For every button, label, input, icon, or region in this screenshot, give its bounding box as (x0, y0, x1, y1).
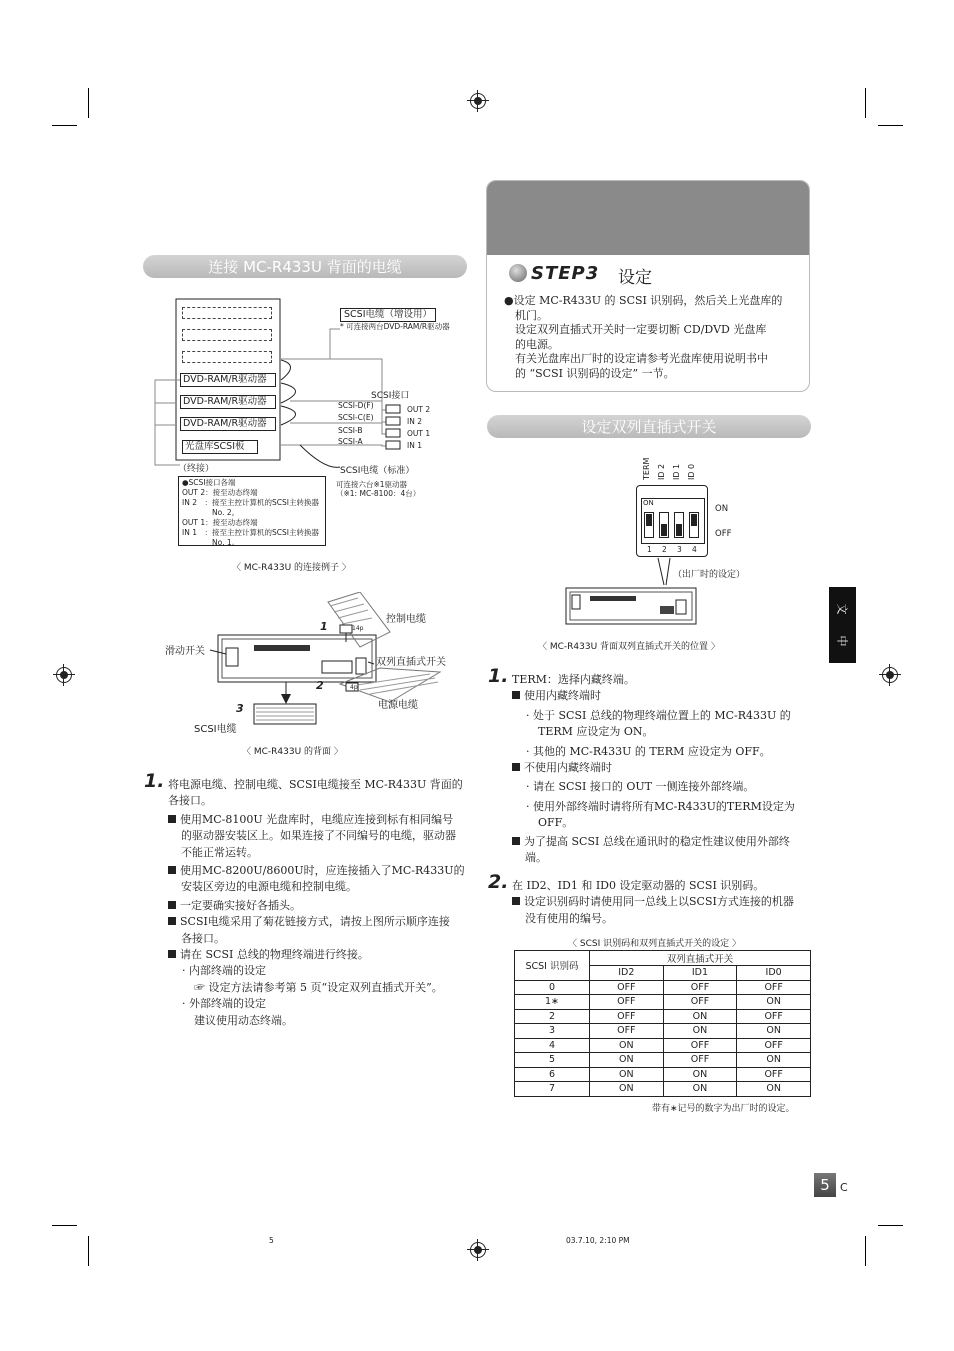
table-row (515, 1024, 811, 1039)
step3-line: 有关光盘库出厂时的设定请参考光盘库使用说明书中 (515, 352, 768, 365)
figure-caption: 〈 MC-R433U 的背面 〉 (242, 747, 343, 757)
dip-switch-label: 双列直插式开关 (376, 657, 446, 668)
connection-diagram (150, 295, 480, 573)
table-cell: 2 (515, 1009, 590, 1024)
step-number: 1. (488, 665, 509, 687)
std-cable-label: SCSI电缆（标准） (340, 466, 415, 476)
interface-legend-box (178, 476, 326, 546)
table-cell: ON (590, 1082, 664, 1097)
step3-line: 机门。 (515, 308, 548, 322)
crop-mark (88, 88, 89, 118)
step-text: 各接口。 (168, 794, 212, 808)
square-bullet-icon (168, 901, 176, 909)
dip-off-label: OFF (715, 529, 732, 539)
table-cell: OFF (590, 1024, 664, 1039)
sub-item: · 外部终端的设定 (182, 997, 266, 1011)
step-title: 设定 (618, 268, 652, 288)
step3-line: ●设定 MC-R433U 的 SCSI 识别码，然后关上光盘库的 (504, 294, 783, 307)
step3-panel (486, 180, 810, 392)
step-text: 将电源电缆、控制电缆、SCSI电缆接至 MC-R433U 背面的 (168, 778, 463, 791)
ext-cable-note: * 可连接两台DVD-RAM/R驱动器 (340, 322, 450, 331)
page-letter: C (840, 1181, 848, 1194)
table-cell: 6 (515, 1067, 590, 1082)
figure-caption: 〈 MC-R433U 背面双列直插式开关的位置 〉 (538, 642, 720, 652)
bullet-cont: 端。 (525, 851, 547, 865)
drive-label: DVD-RAM/R驱动器 (180, 373, 276, 387)
figure-caption: 〈 MC-R433U 的连接例子 〉 (232, 563, 351, 573)
step3-line: 的 “SCSI 识别码的设定” 一节。 (515, 366, 675, 380)
side-tab-char: 中 (835, 635, 849, 647)
scsi-a-label: SCSI-A (338, 437, 363, 446)
drive-slot-empty (182, 329, 272, 341)
table-cell: 5 (515, 1053, 590, 1068)
left-step1 (144, 770, 474, 1029)
table-cell: OFF (590, 1009, 664, 1024)
callout-number: 2 (316, 679, 324, 692)
legend-line: No. 2。 (182, 508, 240, 517)
dip-switch-1[interactable] (644, 512, 654, 538)
factory-setting-label: （出厂时的设定） (673, 570, 746, 580)
bullet-cont: 没有使用的编号。 (525, 911, 613, 925)
square-bullet-icon (168, 950, 176, 958)
bullet: 请在 SCSI 总线的物理终端进行终接。 (168, 947, 474, 963)
table-cell: ON (590, 1067, 664, 1082)
table-cell: OFF (663, 1053, 737, 1068)
std-cable-note: 可连接六台※1驱动器 (336, 480, 408, 489)
language-side-tab (829, 587, 856, 663)
bullet-cont: 不能正常运转。 (181, 845, 258, 859)
table-cell: 4 (515, 1038, 590, 1053)
table-header: ID0 (737, 966, 811, 981)
out1-label: OUT 1 (407, 429, 431, 438)
step-number: 2. (488, 871, 509, 893)
dip-switch-diagram (538, 450, 780, 660)
sub-item: ☞ 设定方法请参考第 5 页“设定双列直插式开关”。 (194, 980, 443, 994)
table-cell: ON (663, 1009, 737, 1024)
rear-panel-diagram (160, 592, 460, 767)
dip-switch-3[interactable] (674, 512, 684, 538)
legend-line: IN 1 ：接至主控计算机的SCSI主转换器 (182, 528, 319, 537)
right-step1 (488, 665, 818, 866)
dip-on-label: ON (715, 504, 729, 514)
step-number: 1. (144, 770, 165, 792)
page-number-badge: 5 (814, 1173, 836, 1197)
table-cell: OFF (590, 995, 664, 1010)
table-cell: OFF (663, 980, 737, 995)
registration-mark-icon (470, 1242, 486, 1258)
drive-slot-empty (182, 307, 272, 319)
control-cable-label: 控制电缆 (386, 614, 426, 625)
drive-label: DVD-RAM/R驱动器 (180, 395, 276, 409)
table-row (515, 995, 811, 1010)
legend-line: IN 2 ：接至主控计算机的SCSI主转换器 (182, 498, 319, 507)
section-title-dip: 设定双列直插式开关 (487, 415, 811, 438)
dip-location-drawing (560, 550, 780, 640)
step-ball-icon (509, 264, 527, 282)
dip-on-small: ON (643, 499, 654, 507)
step3-text (504, 294, 804, 381)
pin-label: 14p (352, 625, 364, 632)
right-step2 (488, 871, 818, 927)
dip-label-id2: ID 2 (657, 463, 666, 480)
table-cell: 7 (515, 1082, 590, 1097)
table-cell: ON (737, 1053, 811, 1068)
sub-item: · 其他的 MC-R433U 的 TERM 应设定为 OFF。 (526, 744, 771, 758)
step-head: TERM：选择内藏终端。 (512, 673, 635, 686)
bullet-cont: 安装区旁边的电源电缆和控制电缆。 (181, 880, 357, 894)
scsi-id-table (514, 950, 811, 1097)
bullet: 不使用内藏终端时 (512, 760, 818, 776)
ext-cable-label: SCSI电缆（增设用） (340, 308, 436, 322)
table-cell: ON (737, 1082, 811, 1097)
dip-switch-2[interactable] (659, 512, 669, 538)
dip-label-id0: ID 0 (687, 463, 696, 480)
square-bullet-icon (168, 866, 176, 874)
dip-switch-frame (636, 485, 708, 557)
scsi-board-label: 光盘库SCSI板 (182, 440, 258, 454)
table-row (515, 1053, 811, 1068)
footer-page: 5 (269, 1236, 274, 1245)
legend-line: OUT 1：接至动态终端 (182, 518, 258, 527)
registration-mark-icon (56, 667, 72, 683)
square-bullet-icon (512, 837, 520, 845)
registration-mark-icon (470, 93, 486, 109)
sub-item: TERM 应设定为 ON。 (538, 725, 654, 739)
dip-label-term: TERM (642, 457, 651, 480)
sub-item: · 使用外部终端时请将所有MC-R433U的TERM设定为 (526, 799, 795, 813)
sub-item: · 处于 SCSI 总线的物理终端位置上的 MC-R433U 的 (526, 708, 791, 722)
table-cell: OFF (590, 980, 664, 995)
crop-mark (865, 1236, 866, 1266)
footer-timestamp: 03.7.10, 2:10 PM (566, 1236, 630, 1245)
table-note: 带有∗记号的数字为出厂时的设定。 (652, 1104, 795, 1114)
in2-label: IN 2 (407, 417, 422, 426)
table-cell: OFF (737, 1038, 811, 1053)
table-cell: ON (663, 1067, 737, 1082)
table-cell: 1∗ (515, 995, 590, 1010)
crop-mark (878, 1225, 903, 1226)
bullet: 一定要确实接好各插头。 (168, 898, 474, 914)
table-cell: 0 (515, 980, 590, 995)
pin-label: 4p (350, 684, 358, 691)
bullet: 设定识别码时请使用同一总线上以SCSI方式连接的机器 (512, 894, 818, 910)
in1-label: IN 1 (407, 441, 422, 450)
scsi-b-label: SCSI-B (338, 426, 363, 435)
table-cell: 3 (515, 1024, 590, 1039)
square-bullet-icon (512, 691, 520, 699)
scsi-c-label: SCSI-C(E) (338, 413, 374, 422)
drive-slot-empty (182, 351, 272, 363)
crop-mark (878, 125, 903, 126)
slide-switch-label: 滑动开关 (165, 646, 205, 657)
square-bullet-icon (168, 815, 176, 823)
power-cable-label: 电源电缆 (378, 700, 418, 711)
scsi-cable-label: SCSI电缆 (194, 724, 237, 735)
step3-header-band (487, 181, 809, 255)
dip-label-id1: ID 1 (672, 463, 681, 480)
step-head: 在 ID2、ID1 和 ID0 设定驱动器的 SCSI 识别码。 (512, 879, 765, 892)
sub-item: · 请在 SCSI 接口的 OUT 一侧连接外部终端。 (526, 780, 755, 794)
table-header: ID1 (663, 966, 737, 981)
legend-line: No. 1。 (182, 538, 240, 547)
table-cell: ON (590, 1038, 664, 1053)
table-cell: ON (663, 1024, 737, 1039)
table-cell: ON (737, 995, 811, 1010)
crop-mark (52, 1225, 77, 1226)
square-bullet-icon (512, 897, 520, 905)
sub-item: · 内部终端的设定 (182, 964, 266, 978)
table-header: 双列直插式开关 (590, 951, 811, 966)
table-cell: OFF (663, 1038, 737, 1053)
dip-num: 2 (662, 545, 667, 554)
bullet-cont: 各接口。 (181, 931, 225, 945)
table-header: ID2 (590, 966, 664, 981)
scsi-d-label: SCSI-D(F) (338, 401, 374, 410)
side-tab-char: 文 (835, 603, 849, 615)
crop-mark (52, 125, 77, 126)
scsi-interface-label: SCSI接口 (371, 391, 410, 401)
step3-line: 设定双列直插式开关时一定要切断 CD/DVD 光盘库 (515, 323, 767, 336)
sub-item: OFF。 (538, 816, 574, 830)
step-label: STEP3 (531, 263, 600, 284)
legend-line: ●SCSI接口各端 (182, 478, 236, 487)
dip-switch-4[interactable] (689, 512, 699, 538)
drive-label: DVD-RAM/R驱动器 (180, 417, 276, 431)
terminator-label: （终接） (178, 464, 215, 474)
table-cell: ON (590, 1053, 664, 1068)
table-header: SCSI 识别码 (515, 951, 590, 981)
table-row (515, 1082, 811, 1097)
crop-mark (88, 1236, 89, 1266)
legend-line: OUT 2：接至动态终端 (182, 488, 258, 497)
dip-num: 1 (647, 545, 652, 554)
table-caption: 〈 SCSI 识别码和双列直插式开关的设定 〉 (568, 939, 741, 949)
std-cable-note: （※1: MC-8100：4台） (336, 489, 421, 498)
table-row (515, 1067, 811, 1082)
square-bullet-icon (168, 917, 176, 925)
square-bullet-icon (512, 763, 520, 771)
table-cell: OFF (737, 1009, 811, 1024)
crop-mark (865, 88, 866, 118)
bullet: SCSI电缆采用了菊花链接方式，请按上图所示顺序连接 (168, 914, 474, 930)
table-row (515, 980, 811, 995)
bullet: 为了提高 SCSI 总线在通讯时的稳定性建议使用外部终 (512, 834, 818, 850)
bullet: 使用MC-8100U 光盘库时，电缆应连接到标有相同编号 (168, 812, 474, 828)
table-row (515, 1038, 811, 1053)
step3-line: 的电源。 (515, 337, 559, 351)
table-row (515, 1009, 811, 1024)
table-cell: OFF (737, 980, 811, 995)
dip-num: 3 (677, 545, 682, 554)
table-cell: OFF (737, 1067, 811, 1082)
out2-label: OUT 2 (407, 405, 431, 414)
bullet-cont: 的驱动器安装区上。如果连接了不同编号的电缆，驱动器 (181, 829, 456, 843)
bullet: 使用MC-8200U/8600U时，应连接插入了MC-R433U的 (168, 863, 474, 879)
dip-num: 4 (692, 545, 697, 554)
callout-number: 1 (320, 620, 328, 633)
table-cell: ON (663, 1082, 737, 1097)
table-cell: ON (737, 1024, 811, 1039)
registration-mark-icon (882, 667, 898, 683)
sub-item: 建议使用动态终端。 (194, 1013, 293, 1027)
bullet: 使用内藏终端时 (512, 688, 818, 704)
callout-number: 3 (236, 702, 244, 715)
table-cell: OFF (663, 995, 737, 1010)
section-title-cables: 连接 MC-R433U 背面的电缆 (143, 255, 467, 278)
